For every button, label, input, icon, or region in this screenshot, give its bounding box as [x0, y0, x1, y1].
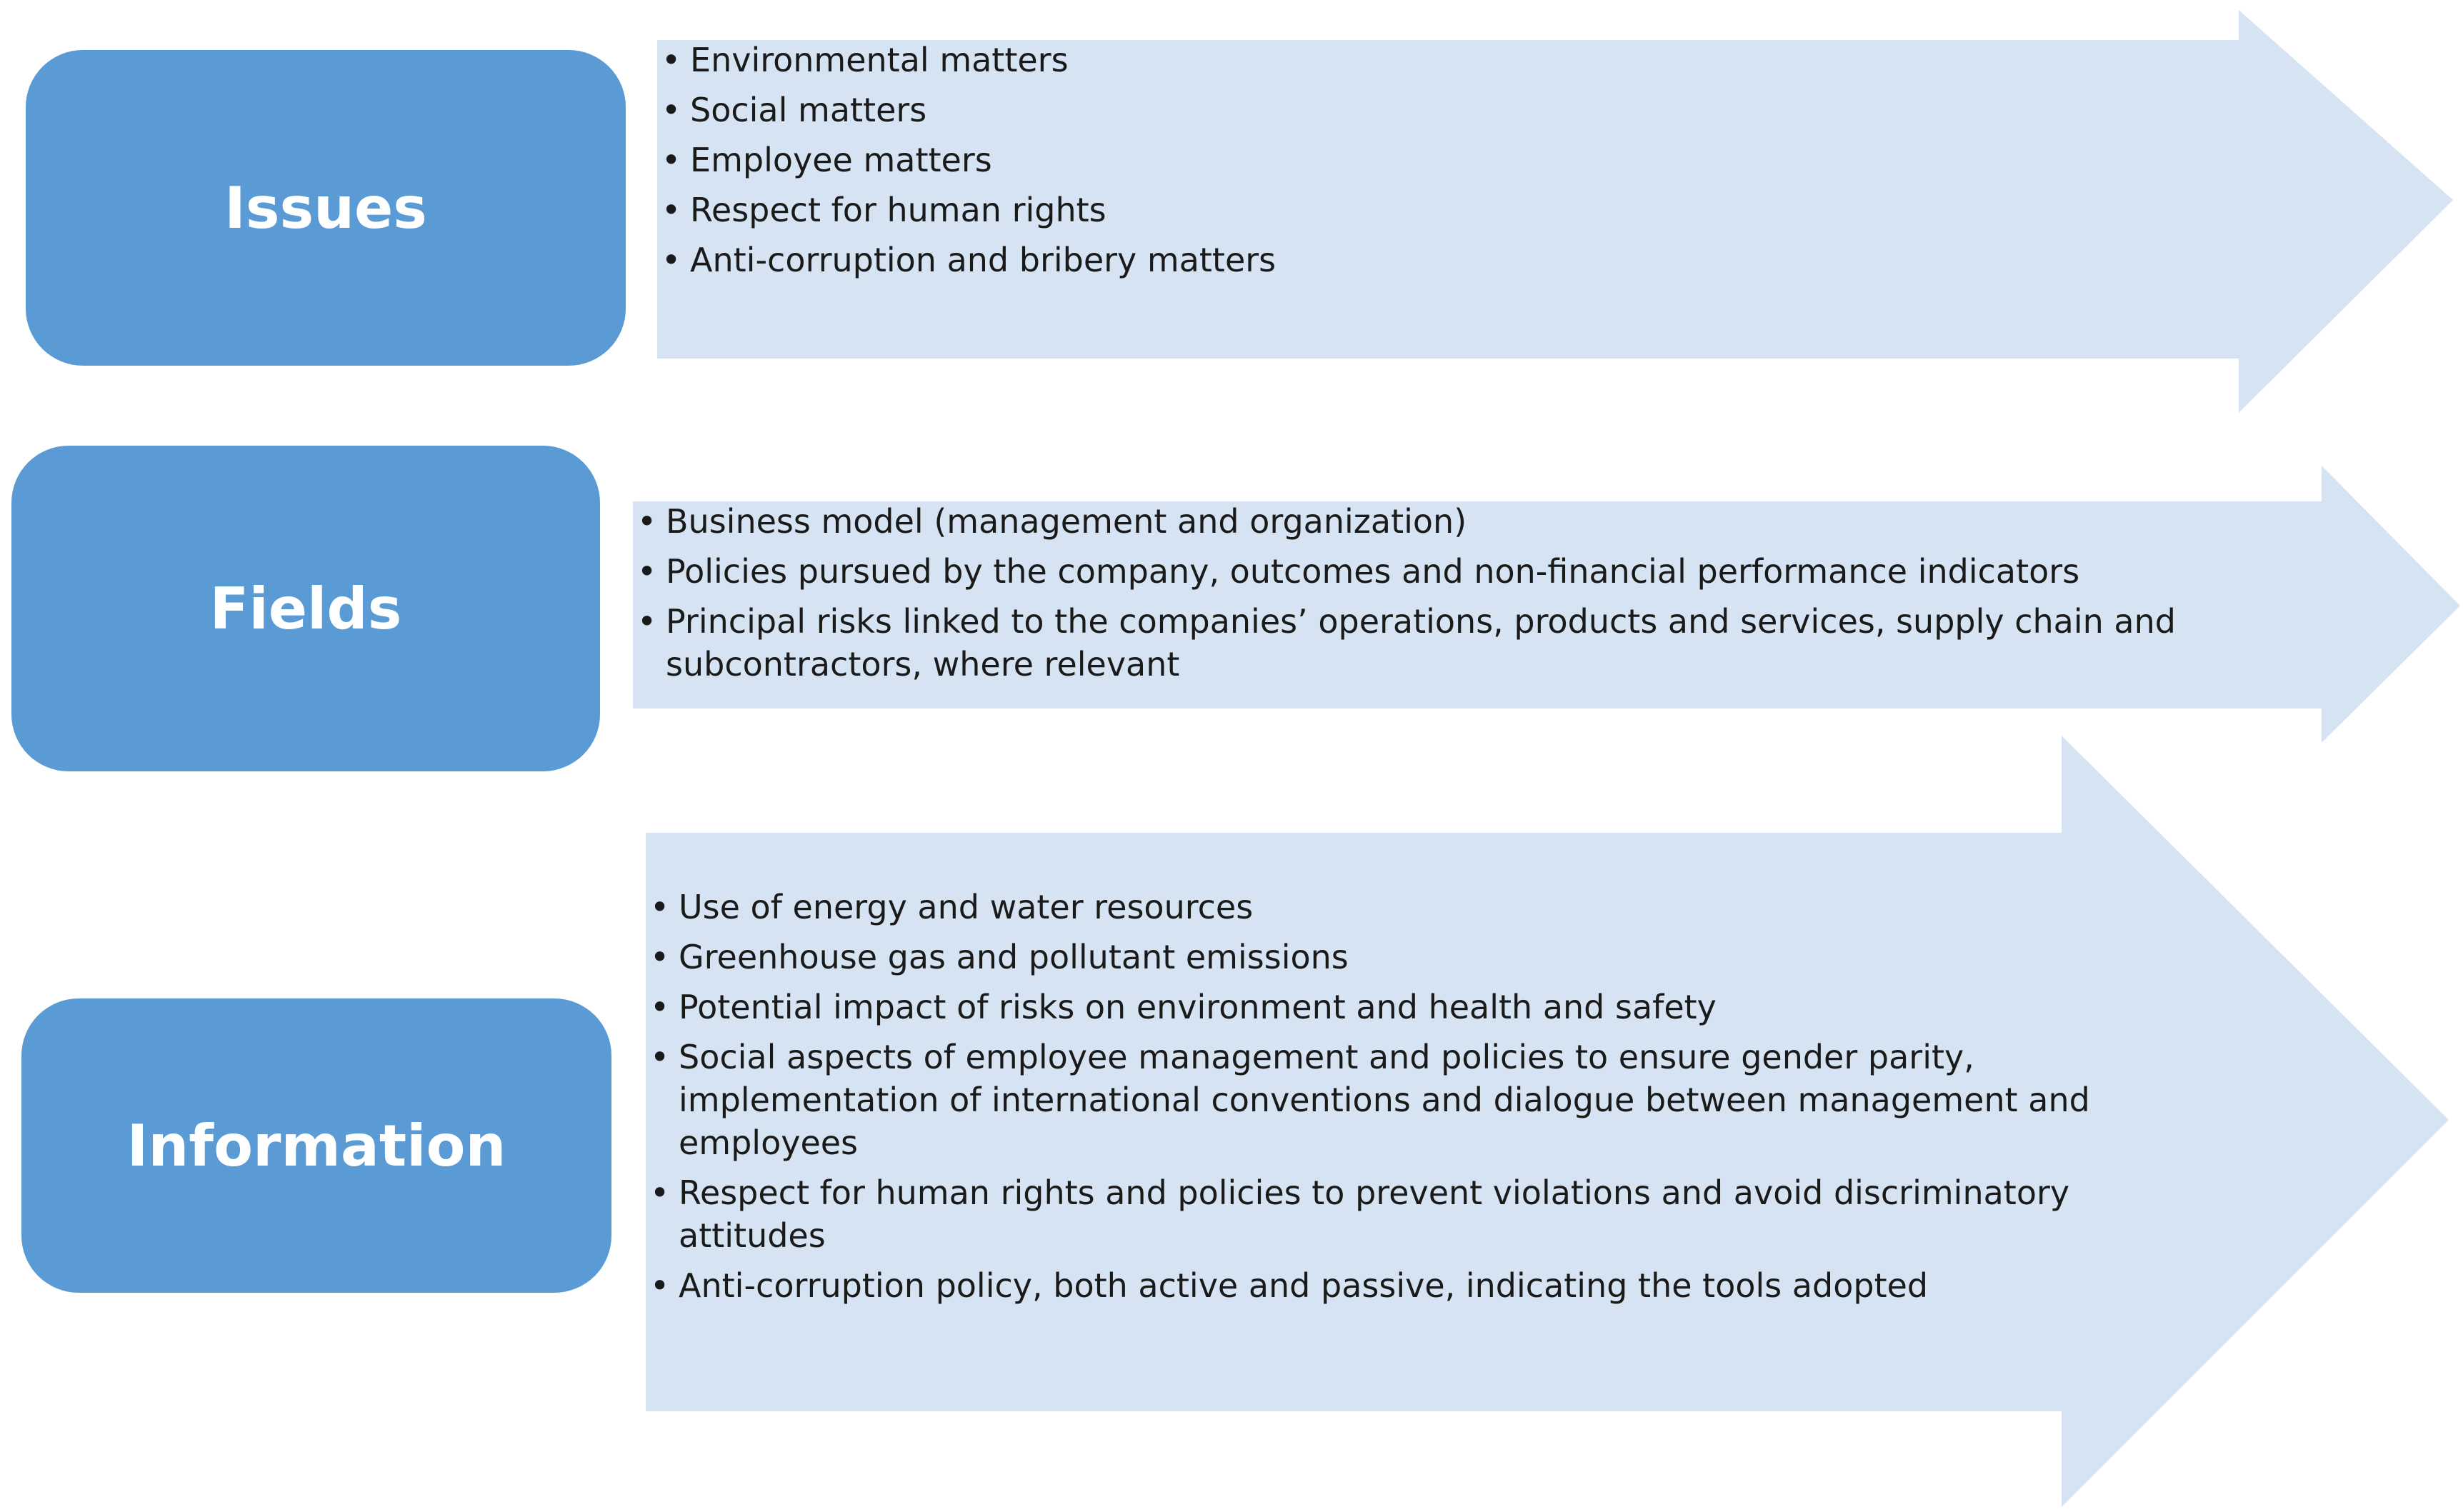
- list-item: • Respect for human rights and policies to prevent violations and avoid discriminatory attitudes: [650, 1171, 2207, 1257]
- list-item: • Anti-corruption policy, both active and passive, indicating the tools adopted: [650, 1264, 2207, 1307]
- fields-label-box: [11, 446, 600, 771]
- list-item: • Social aspects of employee management and policies to ensure gender parity, implementation of international conventions and dialogue between management and employees: [650, 1036, 2207, 1164]
- fields-list: [637, 500, 2209, 693]
- list-item: • Potential impact of risks on environment and health and safety: [650, 986, 2207, 1028]
- list-item: • Business model (management and organization): [637, 500, 2209, 543]
- information-label-box: [21, 998, 611, 1293]
- list-item: • Social matters: [661, 89, 2019, 131]
- list-item: • Principal risks linked to the companies’ operations, products and services, supply chain and subcontractors, where relevant: [637, 600, 2209, 686]
- fields-label: Fields: [209, 575, 402, 642]
- list-item: • Anti-corruption and bribery matters: [661, 239, 2019, 281]
- list-item: • Policies pursued by the company, outcomes and non-financial performance indicators: [637, 550, 2209, 593]
- list-item: • Employee matters: [661, 139, 2019, 181]
- issues-label-box: [26, 50, 626, 366]
- list-item: • Respect for human rights: [661, 189, 2019, 231]
- information-label: Information: [126, 1112, 506, 1179]
- information-list: [650, 886, 2207, 1314]
- issues-list: [661, 39, 2019, 289]
- list-item: • Environmental matters: [661, 39, 2019, 81]
- issues-label: Issues: [224, 174, 427, 241]
- list-item: • Greenhouse gas and pollutant emissions: [650, 936, 2207, 978]
- list-item: • Use of energy and water resources: [650, 886, 2207, 928]
